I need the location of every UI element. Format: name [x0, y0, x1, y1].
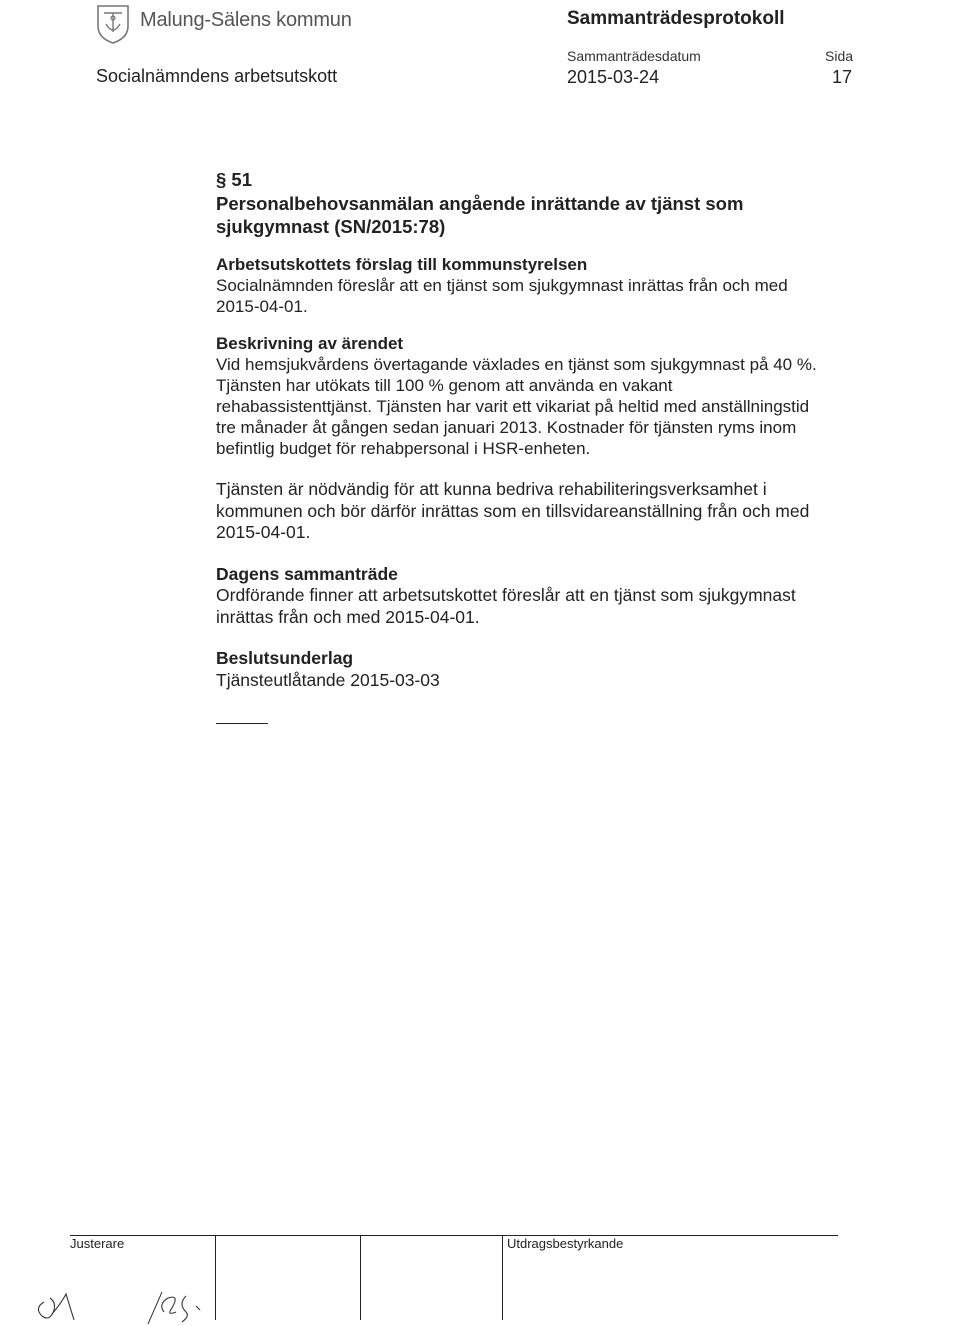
basis-text: Tjänsteutlåtande 2015-03-03 — [216, 669, 440, 690]
section-title: Personalbehovsanmälan angående inrättande av tjänst som sjukgymnast (SN/2015:78) — [216, 193, 744, 237]
description-heading: Beskrivning av ärendet — [216, 334, 404, 353]
meeting-date-label: Sammanträdesdatum — [567, 48, 701, 64]
committee-name: Socialnämndens arbetsutskott — [96, 66, 338, 86]
protocol-body — [216, 168, 826, 691]
page-number: 17 — [832, 67, 853, 87]
footer-divider — [360, 1236, 361, 1320]
page-label: Sida — [825, 48, 854, 64]
meeting-date: 2015-03-24 — [567, 67, 660, 87]
end-rule — [216, 723, 268, 724]
footer-divider — [502, 1236, 503, 1320]
adjusters-label: Justerare — [70, 1236, 125, 1251]
municipality-name: Malung-Sälens kommun — [140, 9, 352, 31]
coat-of-arms-icon — [96, 4, 130, 44]
meeting-text: Ordförande finner att arbetsutskottet föreslår att en tjänst som sjukgymnast inrättas från och med 2015-04-01. — [216, 585, 796, 627]
meeting-heading: Dagens sammanträde — [216, 563, 398, 584]
document-title: Sammanträdesprotokoll — [567, 8, 785, 29]
proposal-text: Socialnämnden föreslår att en tjänst som sjukgymnast inrättas från och med 2015-04-01. — [216, 276, 788, 316]
section-number: § 51 — [216, 169, 253, 190]
proposal-heading: Arbetsutskottets förslag till kommunstyrelsen — [216, 255, 588, 274]
extract-label: Utdragsbestyrkande — [507, 1236, 624, 1251]
footer-rule — [70, 1235, 838, 1236]
description-text: Vid hemsjukvårdens övertagande växlades en tjänst som sjukgymnast på 40 %. Tjänsten har utökats till 100 % genom att använda en vakant rehabassistenttjänst. Tjänsten har varit ett vikariat på heltid med anställningstid tre månader åt gången sedan januari 2013. Kostnader för tjänsten ryms inom befintlig budget för rehabpersonal i HSR-enheten. — [216, 355, 817, 458]
basis-heading: Beslutsunderlag — [216, 648, 354, 668]
description-text-2: Tjänsten är nödvändig för att kunna bedriva rehabiliteringsverksamhet i kommunen och bör därför inrättas som en tillsvidareanställning från och med 2015-04-01. — [216, 479, 810, 542]
handwritten-initials — [30, 1282, 270, 1326]
